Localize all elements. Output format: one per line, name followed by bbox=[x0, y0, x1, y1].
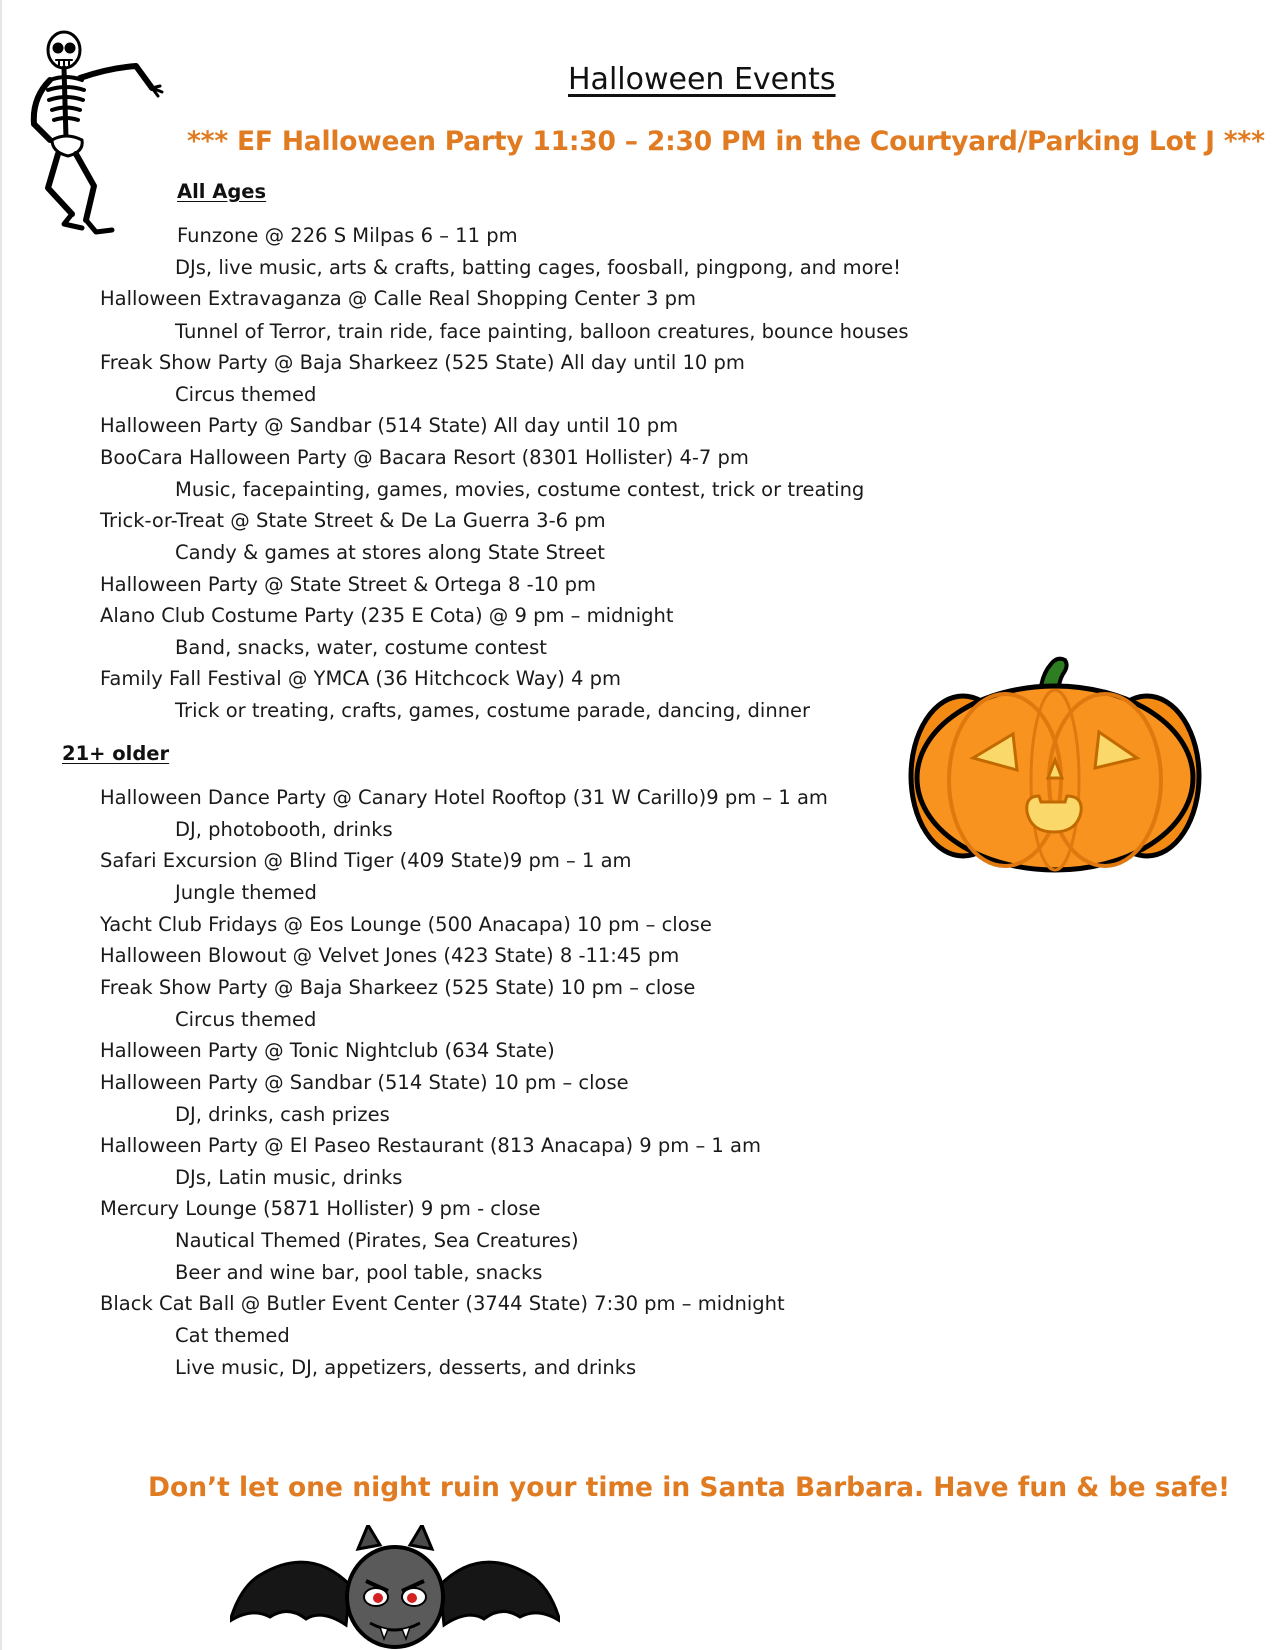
event-detail: Music, facepainting, games, movies, costume contest, trick or treating bbox=[175, 478, 865, 501]
event-line: Trick-or-Treat @ State Street & De La Guerra 3-6 pm bbox=[100, 509, 606, 532]
event-detail: Jungle themed bbox=[175, 881, 317, 904]
event-detail: Band, snacks, water, costume contest bbox=[175, 636, 547, 659]
event-detail: Trick or treating, crafts, games, costume parade, dancing, dinner bbox=[175, 699, 811, 722]
event-detail: Candy & games at stores along State Street bbox=[175, 541, 605, 564]
vampire-bat-icon bbox=[230, 1525, 560, 1650]
event-line: Alano Club Costume Party (235 E Cota) @ 9 pm – midnight bbox=[100, 604, 674, 627]
event-line: Yacht Club Fridays @ Eos Lounge (500 Anacapa) 10 pm – close bbox=[100, 913, 712, 936]
event-detail: Circus themed bbox=[175, 383, 317, 406]
event-line: Black Cat Ball @ Butler Event Center (3744 State) 7:30 pm – midnight bbox=[100, 1292, 785, 1315]
page-edge bbox=[0, 0, 2, 1650]
event-line: Halloween Extravaganza @ Calle Real Shopping Center 3 pm bbox=[100, 287, 697, 310]
event-line: Halloween Party @ Sandbar (514 State) 10 pm – close bbox=[100, 1071, 629, 1094]
skeleton-icon bbox=[24, 28, 174, 243]
page-title: Halloween Events bbox=[568, 62, 836, 97]
event-line: Halloween Dance Party @ Canary Hotel Rooftop (31 W Carillo)9 pm – 1 am bbox=[100, 786, 828, 809]
safety-message: Don’t let one night ruin your time in Santa Barbara. Have fun & be safe! bbox=[148, 1472, 1231, 1503]
section-heading-21-plus: 21+ older bbox=[62, 742, 170, 765]
event-line: Halloween Party @ Tonic Nightclub (634 State) bbox=[100, 1039, 555, 1062]
event-detail: Tunnel of Terror, train ride, face painting, balloon creatures, bounce houses bbox=[175, 320, 909, 343]
event-line: Family Fall Festival @ YMCA (36 Hitchcock Way) 4 pm bbox=[100, 667, 622, 690]
event-detail: Live music, DJ, appetizers, desserts, and drinks bbox=[175, 1356, 637, 1379]
event-detail: DJ, drinks, cash prizes bbox=[175, 1103, 390, 1126]
event-detail: DJs, Latin music, drinks bbox=[175, 1166, 403, 1189]
event-line: Funzone @ 226 S Milpas 6 – 11 pm bbox=[177, 224, 518, 247]
event-detail: Cat themed bbox=[175, 1324, 290, 1347]
event-line: Halloween Party @ State Street & Ortega 8 -10 pm bbox=[100, 573, 597, 596]
event-line: BooCara Halloween Party @ Bacara Resort (8301 Hollister) 4-7 pm bbox=[100, 446, 749, 469]
event-detail: Nautical Themed (Pirates, Sea Creatures) bbox=[175, 1229, 579, 1252]
event-detail: DJ, photobooth, drinks bbox=[175, 818, 393, 841]
event-line: Freak Show Party @ Baja Sharkeez (525 State) 10 pm – close bbox=[100, 976, 696, 999]
event-line: Mercury Lounge (5871 Hollister) 9 pm - close bbox=[100, 1197, 541, 1220]
jack-o-lantern-icon bbox=[905, 650, 1205, 880]
event-line: Halloween Party @ Sandbar (514 State) All day until 10 pm bbox=[100, 414, 679, 437]
ef-party-banner: *** EF Halloween Party 11:30 – 2:30 PM in the Courtyard/Parking Lot J *** bbox=[187, 126, 1265, 157]
event-line: Halloween Blowout @ Velvet Jones (423 State) 8 -11:45 pm bbox=[100, 944, 680, 967]
section-heading-all-ages: All Ages bbox=[177, 180, 267, 203]
event-line: Halloween Party @ El Paseo Restaurant (813 Anacapa) 9 pm – 1 am bbox=[100, 1134, 761, 1157]
event-line: Freak Show Party @ Baja Sharkeez (525 State) All day until 10 pm bbox=[100, 351, 745, 374]
event-detail: Circus themed bbox=[175, 1008, 317, 1031]
event-detail: DJs, live music, arts & crafts, batting cages, foosball, pingpong, and more! bbox=[175, 256, 901, 279]
event-line: Safari Excursion @ Blind Tiger (409 State)9 pm – 1 am bbox=[100, 849, 632, 872]
event-detail: Beer and wine bar, pool table, snacks bbox=[175, 1261, 543, 1284]
